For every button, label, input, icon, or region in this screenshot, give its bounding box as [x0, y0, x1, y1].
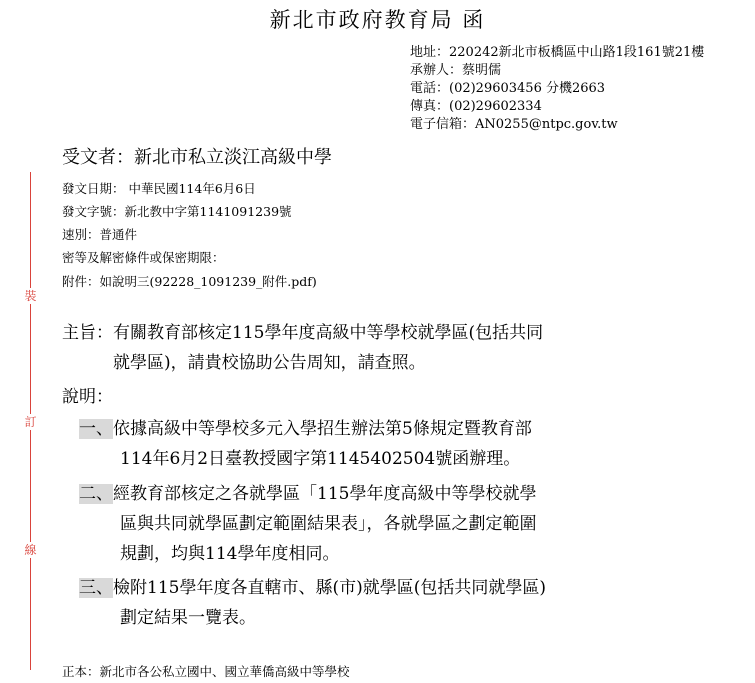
- reference-number: 發文字號：新北教中字第1141091239號: [62, 204, 292, 219]
- recipient: 受文者：新北市私立淡江高級中學: [62, 147, 332, 168]
- item-line: 劃定結果一覽表。: [120, 608, 256, 628]
- issue-date: 發文日期： 中華民國114年6月6日: [62, 181, 256, 196]
- contact-fax: 傳真：(02)29602334: [410, 99, 542, 114]
- subject: [62, 318, 543, 378]
- explanation-heading: 說明：: [62, 387, 113, 407]
- delivery-speed: 速別：普通件: [62, 227, 138, 242]
- contact-address: 地址：220242新北市板橋區中山路1段161號21樓: [410, 45, 705, 60]
- security-level: 密等及解密條件或保密期限：: [62, 250, 225, 265]
- binding-mark-ding: 訂: [22, 414, 39, 430]
- item-line: 區與共同就學區劃定範圍結果表」，各就學區之劃定範圍: [120, 514, 537, 534]
- binding-mark-xian: 線: [22, 542, 39, 558]
- item-number: 二、: [79, 484, 113, 504]
- document-title: 新北市政府教育局 函: [269, 8, 486, 32]
- item-line: 114年6月2日臺教授國字第1145402504號函辦理。: [120, 449, 521, 469]
- item-line: 檢附115學年度各直轄市、縣(市)就學區(包括共同就學區): [113, 578, 546, 598]
- contact-email: 電子信箱：AN0255@ntpc.gov.tw: [410, 117, 618, 132]
- contact-handler: 承辦人：蔡明儒: [410, 63, 502, 78]
- explanation-item-3: [79, 573, 546, 633]
- contact-phone: 電話：(02)29603456 分機2663: [410, 81, 606, 96]
- explanation-item-2: [79, 479, 537, 569]
- item-number: 一、: [79, 419, 113, 439]
- subject-line-1: 主旨：有關教育部核定115學年度高級中等學校就學區(包括共同: [62, 323, 544, 343]
- explanation-item-1: [79, 414, 532, 474]
- item-number: 三、: [79, 578, 113, 598]
- subject-line-2: 就學區)，請貴校協助公告周知，請查照。: [113, 353, 426, 373]
- attachment: 附件：如說明三(92228_1091239_附件.pdf): [62, 274, 317, 289]
- item-line: 依據高級中等學校多元入學招生辦法第5條規定暨教育部: [113, 419, 532, 439]
- item-line: 經教育部核定之各就學區「115學年度高級中等學校就學: [113, 484, 537, 504]
- footer-recipients: 正本：新北市各公私立國中、國立華僑高級中等學校: [62, 664, 350, 679]
- binding-mark-zhuang: 裝: [22, 288, 39, 304]
- item-line: 規劃，均與114學年度相同。: [120, 544, 340, 564]
